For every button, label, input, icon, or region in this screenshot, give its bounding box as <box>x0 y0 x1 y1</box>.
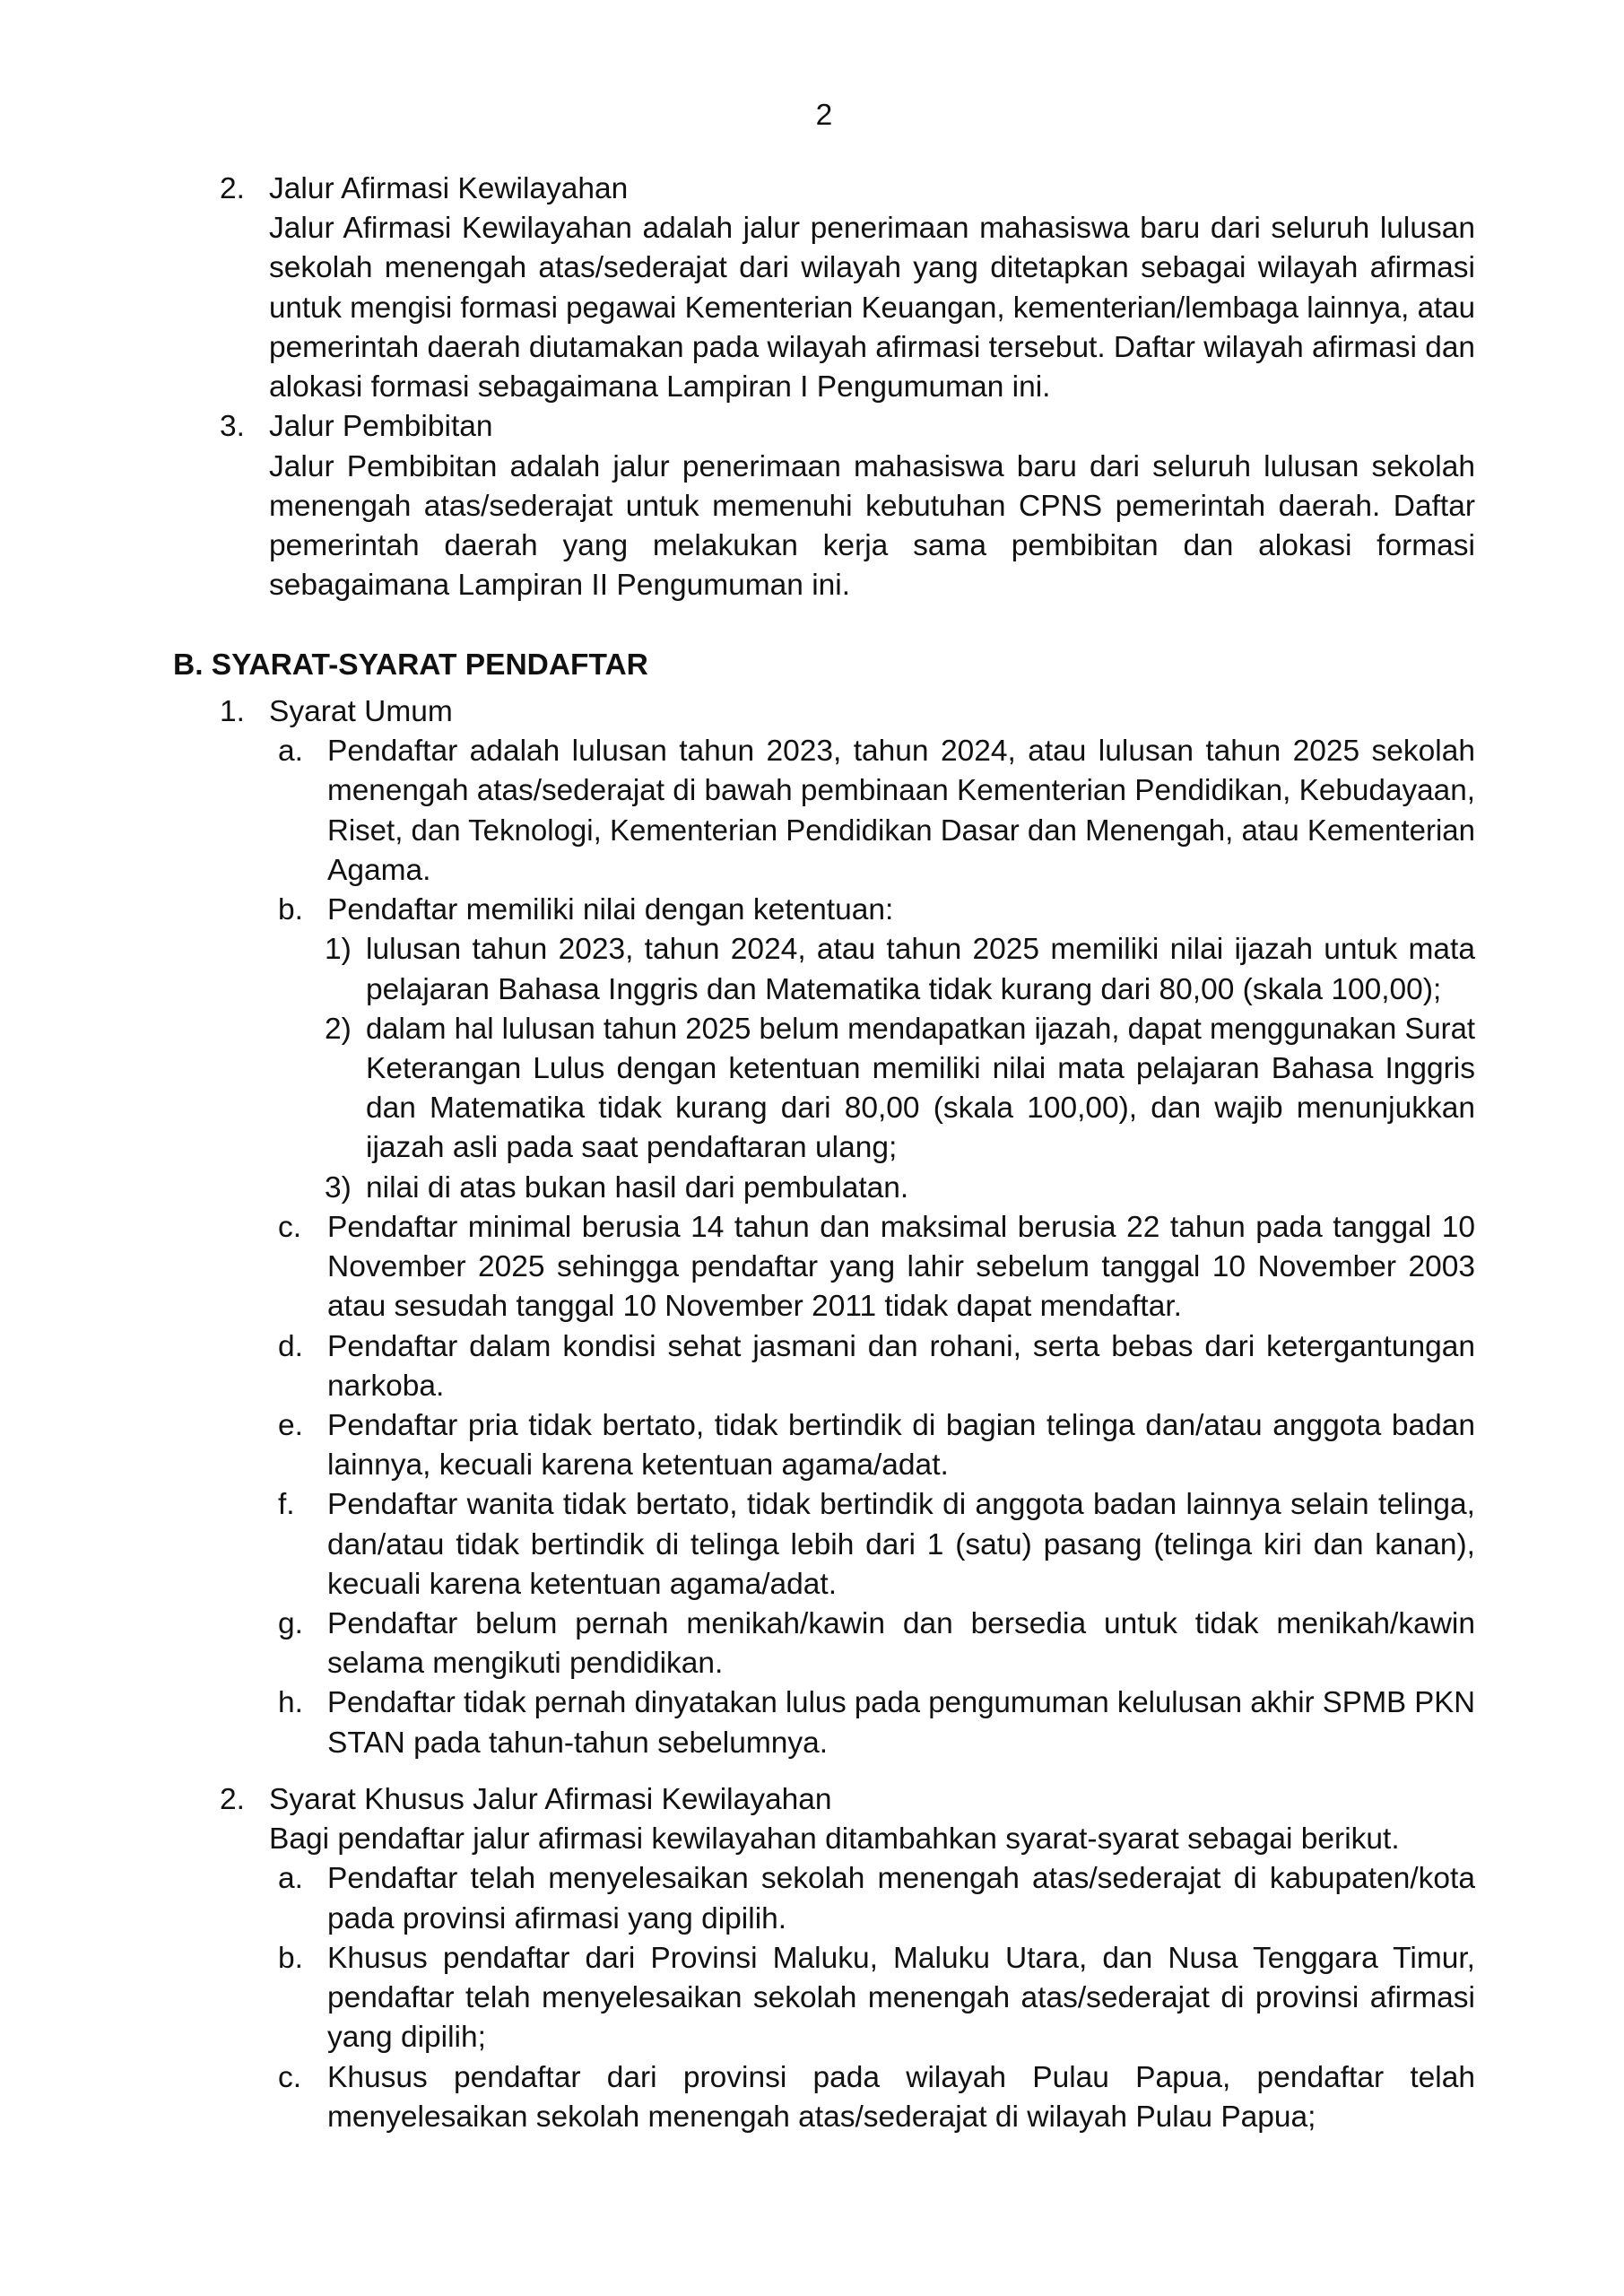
paragraph-line: Riset, dan Teknologi, Kementerian Pendidikan Dasar dan Menengah, atau Kementerian <box>327 813 1475 848</box>
list-item-jalur-afirmasi <box>0 170 1624 209</box>
paragraph-line: kecuali karena ketentuan agama/adat. <box>327 1567 838 1601</box>
item-letter: f. <box>278 1488 295 1522</box>
item-number: 3) <box>325 1170 352 1205</box>
paragraph-line: Pendaftar dalam kondisi sehat jasmani dan rohani, serta bebas dari ketergantungan <box>327 1329 1475 1363</box>
page-number: 2 <box>815 99 833 132</box>
item-letter: g. <box>278 1607 303 1641</box>
syarat-khusus-list <box>0 1780 1624 2137</box>
paragraph-line: menengah atas/sederajat di bawah pembinaan Kementerian Pendidikan, Kebudayaan, <box>327 774 1475 808</box>
list-item-f <box>0 1485 1624 1525</box>
section-heading: B. SYARAT-SYARAT PENDAFTAR <box>173 648 648 682</box>
paragraph-line: Khusus pendaftar dari provinsi pada wilayah Pulau Papua, pendaftar telah <box>327 2060 1475 2094</box>
sub-item-1 <box>0 930 1624 970</box>
list-item-syarat-khusus <box>0 1780 1624 1820</box>
paragraph-line: sekolah menengah atas/sederajat dari wilayah yang ditetapkan sebagai wilayah afirmasi <box>269 251 1475 285</box>
paragraph-line: lulusan tahun 2023, tahun 2024, atau tahun 2025 memiliki nilai ijazah untuk mata <box>366 933 1475 967</box>
paragraph-line: dan/atau tidak bertindik di telinga lebih dari 1 (satu) pasang (telinga kiri dan kanan), <box>327 1527 1475 1561</box>
paragraph-line: November 2025 sehingga pendaftar yang lahir sebelum tanggal 10 November 2003 <box>327 1250 1475 1284</box>
list-item-d <box>0 1327 1624 1367</box>
paragraph-line: lainnya, kecuali karena ketentuan agama/adat. <box>327 1448 949 1483</box>
item-title: Syarat Umum <box>269 695 453 728</box>
item-letter: e. <box>278 1408 303 1442</box>
item-number: 2. <box>220 172 245 205</box>
paragraph-line: selama mengikuti pendidikan. <box>327 1647 724 1681</box>
item-number: 2) <box>325 1012 352 1046</box>
paragraph-line: Jalur Afirmasi Kewilayahan adalah jalur penerimaan mahasiswa baru dari seluruh lulusan <box>269 212 1475 246</box>
paragraph-line: ijazah asli pada saat pendaftaran ulang; <box>366 1131 898 1165</box>
paragraph-line: dalam hal lulusan tahun 2025 belum mendapatkan ijazah, dapat menggunakan Surat <box>366 1012 1475 1046</box>
item-letter: a. <box>278 735 303 769</box>
list-item-c <box>0 2058 1624 2098</box>
paragraph-line: Pendaftar tidak pernah dinyatakan lulus pada pengumuman kelulusan akhir SPMB PKN <box>327 1686 1475 1720</box>
paragraph-line: STAN pada tahun-tahun sebelumnya. <box>327 1726 829 1760</box>
paragraph-line: Pendaftar adalah lulusan tahun 2023, tahun 2024, atau lulusan tahun 2025 sekolah <box>327 735 1475 769</box>
paragraph-line: Agama. <box>327 853 431 887</box>
paragraph-line: Pendaftar belum pernah menikah/kawin dan bersedia untuk tidak menikah/kawin <box>327 1607 1475 1641</box>
item-letter: a. <box>278 1862 303 1896</box>
paragraph-line: menengah atas/sederajat untuk memenuhi kebutuhan CPNS pemerintah daerah. Daftar <box>269 489 1475 523</box>
paragraph-line: pendaftar telah menyelesaikan sekolah menengah atas/sederajat di provinsi afirmasi <box>327 1981 1475 2015</box>
paragraph-line: nilai di atas bukan hasil dari pembulatan. <box>366 1170 909 1205</box>
item-letter: d. <box>278 1329 303 1363</box>
paragraph-line: Pendaftar memiliki nilai dengan ketentuan: <box>327 893 894 927</box>
paragraph-line: Keterangan Lulus dengan ketentuan memiliki nilai mata pelajaran Bahasa Inggris <box>366 1051 1475 1085</box>
sub-item-3 <box>0 1169 1624 1208</box>
paragraph-line: pemerintah daerah diutamakan pada wilayah afirmasi tersebut. Daftar wilayah afirmasi dan <box>269 330 1475 364</box>
item-title: Jalur Afirmasi Kewilayahan <box>269 172 629 205</box>
paragraph-line: Pendaftar wanita tidak bertato, tidak bertindik di anggota badan lainnya selain telinga, <box>327 1488 1475 1522</box>
paragraph-line: pelajaran Bahasa Inggris dan Matematika tidak kurang dari 80,00 (skala 100,00); <box>366 972 1442 1006</box>
list-item-a <box>0 1859 1624 1899</box>
item-letter: c. <box>278 2060 302 2094</box>
paragraph-line: dan Matematika tidak kurang dari 80,00 (skala 100,00), dan wajib menunjukkan <box>366 1091 1475 1126</box>
list-item-g <box>0 1605 1624 1644</box>
paragraph-line: untuk mengisi formasi pegawai Kementerian Keuangan, kementerian/lembaga lainnya, atau <box>269 291 1475 325</box>
list-item-a <box>0 732 1624 771</box>
item-letter: b. <box>278 1941 303 1975</box>
list-item-e <box>0 1406 1624 1446</box>
paragraph-line: atau sesudah tanggal 10 November 2011 tidak dapat mendaftar. <box>327 1290 1182 1324</box>
item-number: 1) <box>325 933 352 967</box>
item-number: 3. <box>220 410 245 444</box>
paragraph-line: Pendaftar minimal berusia 14 tahun dan maksimal berusia 22 tahun pada tanggal 10 <box>327 1210 1475 1244</box>
list-item-h <box>0 1683 1624 1723</box>
list-item-b <box>0 891 1624 930</box>
list-item-c <box>0 1208 1624 1248</box>
item-title: Syarat Khusus Jalur Afirmasi Kewilayahan <box>269 1783 832 1816</box>
paragraph-line: sebagaimana Lampiran II Pengumuman ini. <box>269 569 851 603</box>
item-title: Jalur Pembibitan <box>269 410 493 444</box>
list-item-syarat-umum <box>0 692 1624 732</box>
sub-item-2 <box>0 1010 1624 1049</box>
syarat-umum-list <box>0 692 1624 1763</box>
paragraph-line: narkoba. <box>327 1369 445 1403</box>
paragraph-line: Khusus pendaftar dari Provinsi Maluku, Maluku Utara, dan Nusa Tenggara Timur, <box>327 1941 1475 1975</box>
paragraph-line: alokasi formasi sebagaimana Lampiran I Pengumuman ini. <box>269 370 1051 404</box>
jalur-list <box>0 170 1624 605</box>
item-letter: c. <box>278 1210 302 1244</box>
list-item-b <box>0 1939 1624 1979</box>
item-number: 1. <box>220 695 245 728</box>
list-item-jalur-pembibitan <box>0 407 1624 447</box>
paragraph-line: Pendaftar telah menyelesaikan sekolah menengah atas/sederajat di kabupaten/kota <box>327 1862 1475 1896</box>
paragraph-line: yang dipilih; <box>327 2021 486 2055</box>
paragraph-line: pemerintah daerah yang melakukan kerja sama pembibitan dan alokasi formasi <box>269 528 1475 562</box>
intro-text: Bagi pendaftar jalur afirmasi kewilayahan ditambahkan syarat-syarat sebagai berikut. <box>269 1822 1400 1857</box>
paragraph-line: menyelesaikan sekolah menengah atas/sederajat di wilayah Pulau Papua; <box>327 2100 1316 2134</box>
item-letter: h. <box>278 1686 303 1720</box>
paragraph-line: pada provinsi afirmasi yang dipilih. <box>327 1901 787 1935</box>
paragraph-line: Pendaftar pria tidak bertato, tidak bertindik di bagian telinga dan/atau anggota badan <box>327 1408 1475 1442</box>
item-number: 2. <box>220 1783 245 1816</box>
item-letter: b. <box>278 893 303 927</box>
paragraph-line: Jalur Pembibitan adalah jalur penerimaan mahasiswa baru dari seluruh lulusan sekolah <box>269 449 1475 483</box>
